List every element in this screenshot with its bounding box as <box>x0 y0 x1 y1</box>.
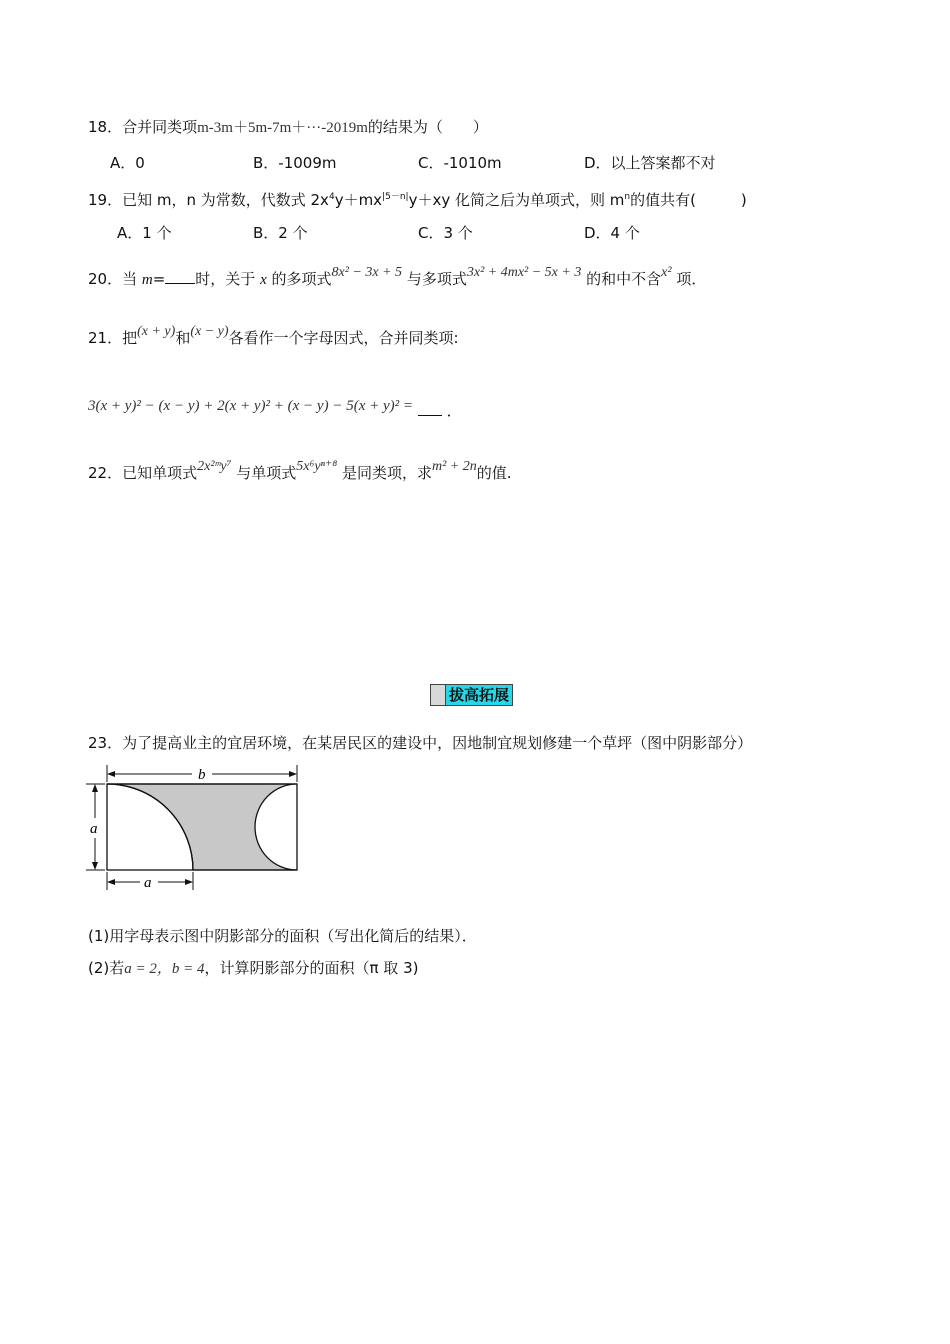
q21-expression-line <box>88 395 462 420</box>
arrowhead-a-side-top <box>92 784 98 792</box>
q20-answer-blank[interactable] <box>165 269 195 284</box>
q19-option-c: C．3 个 <box>418 224 473 242</box>
q19-exp3: n <box>624 192 631 202</box>
q19-exp2: |5－n| <box>382 192 409 202</box>
section-heading <box>430 684 513 706</box>
q20-text-a: 当 <box>122 270 142 288</box>
q20-text-b: = <box>152 270 166 288</box>
q18-option-b <box>253 153 337 173</box>
q19-text-d: 的值共有( ) <box>630 191 747 209</box>
q21-factor2: (x − y) <box>190 324 229 339</box>
q20-poly1: 8x² − 3x + 5 <box>331 265 403 280</box>
q19-text-a: 已知 m，n 为常数，代数式 2x <box>122 191 329 209</box>
label-a-bottom: a <box>144 875 152 891</box>
q22-monomial2: 5x⁶yⁿ⁺⁸ <box>296 459 338 474</box>
q23-part2-math: a = 2，b = 4 <box>124 961 205 977</box>
label-a-side: a <box>90 821 98 837</box>
q20-var-x: x <box>260 272 267 288</box>
q21-answer-blank[interactable] <box>418 401 442 416</box>
q18-prefix: 合并同类项 <box>122 118 198 136</box>
arrowhead-b-right <box>289 771 297 777</box>
q20-text-d: 的多项式 <box>266 270 332 288</box>
q23-part2-text-a: (2)若 <box>88 959 125 977</box>
q18-option-c: C．-1010m <box>418 154 502 172</box>
q18-line <box>88 117 488 138</box>
arrowhead-a-bottom-left <box>107 879 115 885</box>
q21-text-c: 各看作一个字母因式，合并同类项: <box>228 329 459 347</box>
q21-number: 21． <box>88 329 123 347</box>
q19-option-d: D．4 个 <box>584 224 640 242</box>
q18-expr: m-3m＋5m-7m＋···-2019m <box>197 120 368 136</box>
q22-text-d: 的值. <box>476 464 512 482</box>
q20-text-c: 时，关于 <box>195 270 261 288</box>
q18-option-a: A．0 <box>110 154 145 172</box>
q21-line <box>88 324 459 350</box>
q21-text-a: 把 <box>122 329 138 347</box>
q20-term: x² <box>661 265 672 280</box>
q23-figure <box>80 762 310 894</box>
shaded-lawn-region <box>107 784 297 870</box>
label-b: b <box>198 767 206 783</box>
q20-var-m: m <box>141 272 153 288</box>
q22-text-a: 已知单项式 <box>122 464 198 482</box>
q18-option-d: D．以上答案都不对 <box>584 154 716 172</box>
q20-number: 20． <box>88 270 123 288</box>
q21-expression: 3(x + y)² − (x − y) + 2(x + y)² + (x − y) − 5(x + y)² = <box>88 398 413 414</box>
q23-text: 为了提高业主的宜居环境，在某居民区的建设中，因地制宜规划修建一个草坪（图中阴影部分） <box>122 734 753 752</box>
q21-factor1: (x + y) <box>137 324 176 339</box>
q22-line <box>88 459 512 485</box>
q20-text-f: 的和中不含 <box>586 270 662 288</box>
q22-expression: m² + 2n <box>432 459 477 474</box>
q19-option-b: B．2 个 <box>253 224 308 242</box>
q20-text-g: 项． <box>676 270 707 288</box>
q22-monomial1: 2x²ᵐy⁷ <box>197 459 232 474</box>
q19-line <box>88 187 747 210</box>
q19-text-b: y＋mx <box>334 191 383 209</box>
q23-part2 <box>88 958 418 979</box>
q20-line <box>88 265 707 291</box>
section-heading-title: 拔高拓展 <box>446 685 512 705</box>
section-heading-box <box>431 685 446 705</box>
q23-line <box>88 733 752 753</box>
q19-number: 19． <box>88 191 123 209</box>
q22-text-b: 与单项式 <box>236 464 297 482</box>
q18-number: 18． <box>88 118 123 136</box>
q18-suffix: 的结果为（ ） <box>367 118 488 136</box>
arrowhead-b-left <box>107 771 115 777</box>
arrowhead-a-side-bottom <box>92 862 98 870</box>
q19-option-a: A．1 个 <box>117 224 172 242</box>
arrowhead-a-bottom-right <box>185 879 193 885</box>
q22-number: 22． <box>88 464 123 482</box>
q21-text-b: 和 <box>175 329 191 347</box>
q22-text-c: 是同类项，求 <box>342 464 433 482</box>
q23-number: 23． <box>88 734 123 752</box>
q23-part2-text-b: ，计算阴影部分的面积（π 取 3) <box>204 959 419 977</box>
q19-text-c: y＋xy 化简之后为单项式，则 m <box>408 191 625 209</box>
q23-part1: (1)用字母表示图中阴影部分的面积（写出化简后的结果）． <box>88 927 477 945</box>
q18-option-b-text: B．-1009m <box>253 154 337 172</box>
q20-poly2: 3x² + 4mx² − 5x + 3 <box>466 265 582 280</box>
q21-end: ． <box>446 402 462 420</box>
q19-exp1: 4 <box>328 192 335 202</box>
q20-text-e: 与多项式 <box>406 270 467 288</box>
